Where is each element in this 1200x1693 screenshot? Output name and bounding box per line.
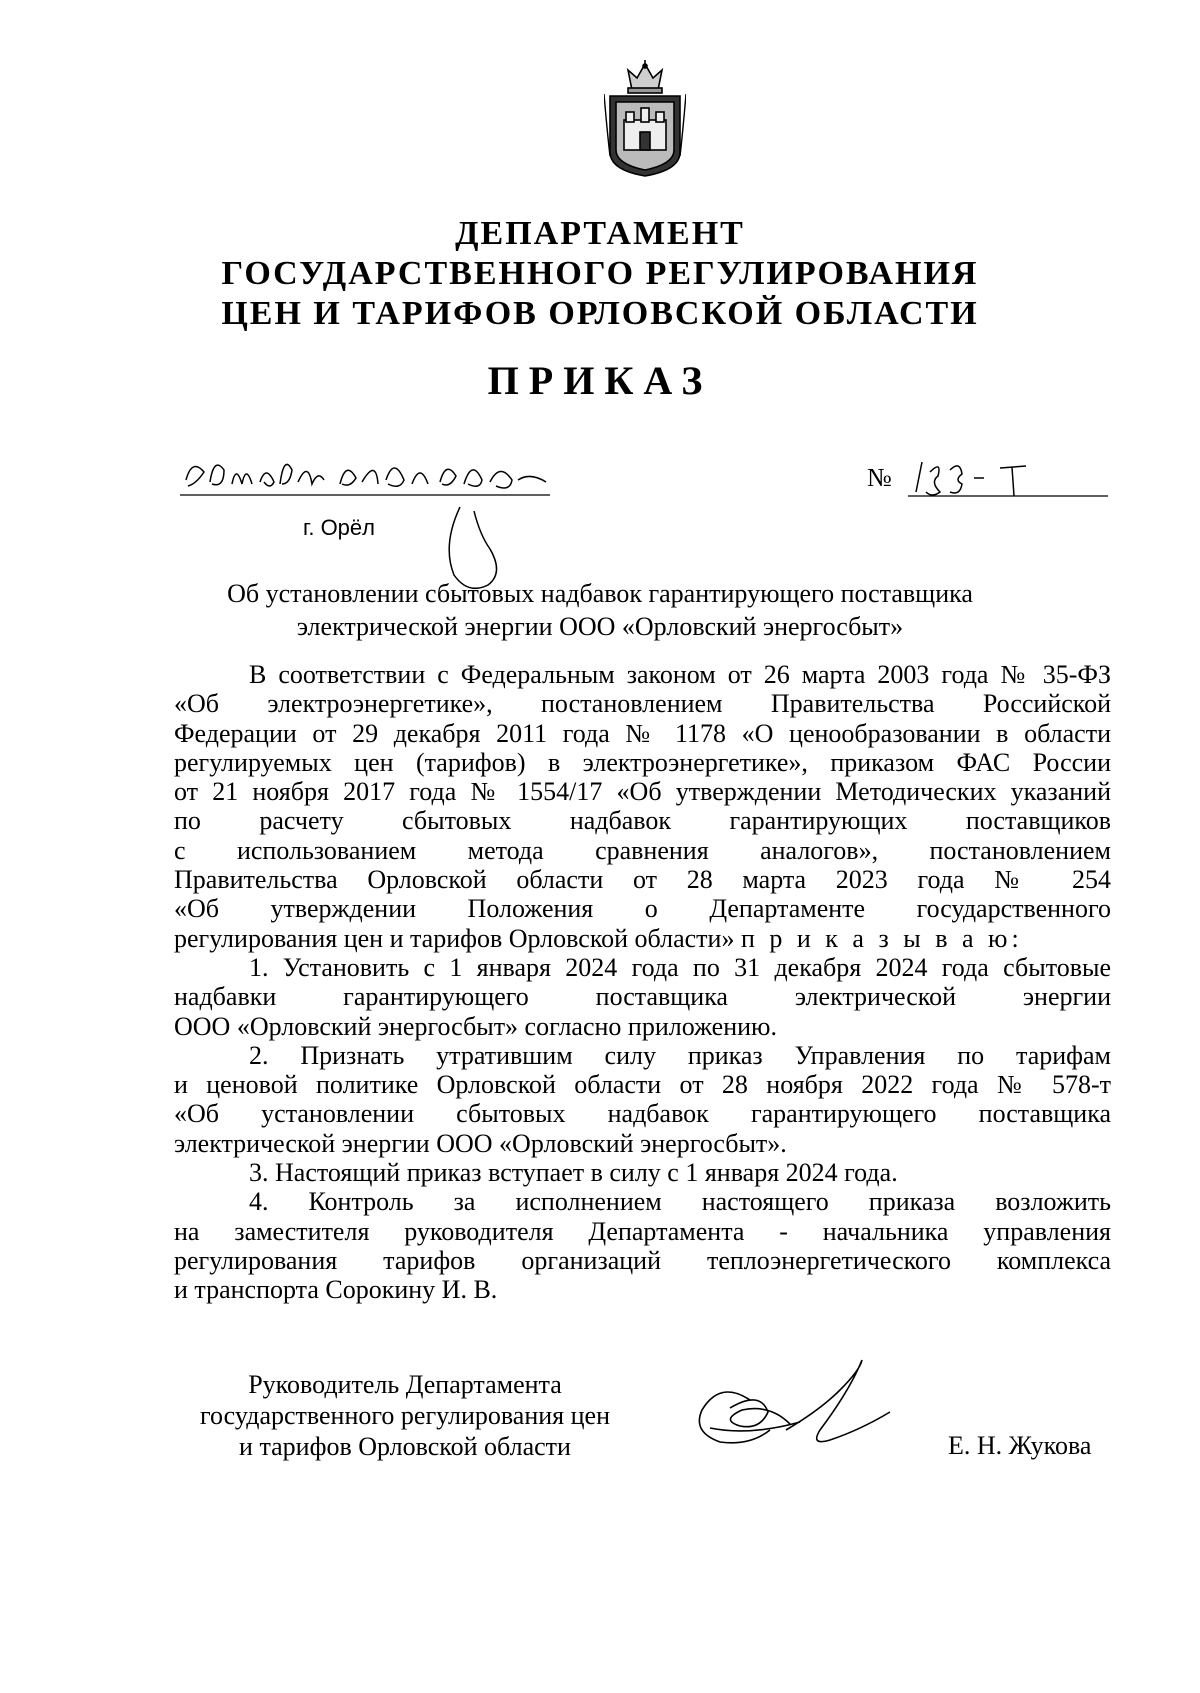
signatory-title-line: государственного регулирования цен [200, 1401, 610, 1430]
coat-of-arms-icon [604, 60, 686, 178]
body-line: регулируемых цен (тарифов) в электроэнергетике», приказом ФАС России [174, 747, 1111, 777]
clause-4-line: на заместителя руководителя Департамента - начальника управления [174, 1216, 1111, 1246]
body-line: от 21 ноября 2017 года № 1554/17 «Об утверждении Методических указаний [174, 777, 1111, 807]
handwritten-date [180, 450, 550, 510]
clause-2-line: электрической энергии ООО «Орловский энергосбыт». [174, 1128, 787, 1158]
department-title-line-3: ЦЕН И ТАРИФОВ ОРЛОВСКОЙ ОБЛАСТИ [221, 295, 979, 332]
handwritten-number [908, 452, 1108, 508]
body-line: «Об утверждении Положения о Департаменте государственного [174, 894, 1111, 924]
signatory-title [160, 1369, 650, 1462]
handwritten-signature [690, 1350, 910, 1470]
clause-1-line: надбавки гарантирующего поставщика электрической энергии [174, 982, 1111, 1012]
body-line: В соответствии с Федеральным законом от 26 марта 2003 года № 35-ФЗ [249, 660, 1111, 689]
clause-1-line: ООО «Орловский энергосбыт» согласно приложению. [174, 1011, 777, 1041]
document-type-title: ПРИКАЗ [487, 358, 713, 403]
document-subject [160, 577, 1040, 643]
body-line: «Об электроэнергетике», постановлением Правительства Российской [174, 689, 1111, 719]
body-line-text: регулирования цен и тарифов Орловской области» [174, 923, 735, 953]
body-line [174, 924, 1111, 953]
order-verb: п р и к а з ы в а ю: [740, 923, 1023, 953]
signatory-name: Е. Н. Жукова [948, 1431, 1092, 1460]
clause-2-line: 2. Признать утратившим силу приказ Управления по тарифам [249, 1040, 1111, 1070]
clause-3-line: 3. Настоящий приказ вступает в силу с 1 января 2024 года. [249, 1158, 898, 1188]
signatory-title-line: Руководитель Департамента [248, 1370, 562, 1399]
department-title-line-1: ДЕПАРТАМЕНТ [455, 215, 745, 252]
clause-4-line: 4. Контроль за исполнением настоящего приказа возложить [249, 1187, 1111, 1217]
clause-2-line: и ценовой политике Орловской области от 28 ноября 2022 года № 578-т [174, 1070, 1111, 1100]
order-number-sign: № [867, 463, 892, 492]
clause-2-line: «Об установлении сбытовых надбавок гарантирующего поставщика [174, 1099, 1111, 1129]
body-line: с использованием метода сравнения аналогов», постановлением [174, 835, 1111, 865]
document-body [174, 660, 1111, 1305]
clause-4-line: регулирования тарифов организаций теплоэнергетического комплекса [174, 1245, 1111, 1275]
subject-line: электрической энергии ООО «Орловский энергосбыт» [296, 612, 904, 641]
body-line: Федерации от 29 декабря 2011 года № 1178 «О ценообразовании в области [174, 718, 1111, 748]
body-line: по расчету сбытовых надбавок гарантирующих поставщиков [174, 806, 1111, 836]
body-line: Правительства Орловской области от 28 марта 2023 года № 254 [174, 865, 1111, 895]
clause-1-line: 1. Установить с 1 января 2024 года по 31 декабря 2024 года сбытовые [249, 952, 1111, 982]
subject-line: Об установлении сбытовых надбавок гарантирующего поставщика [227, 579, 973, 608]
clause-4-line: и транспорта Сорокину И. В. [174, 1275, 498, 1305]
department-title-line-2: ГОСУДАРСТВЕННОГО РЕГУЛИРОВАНИЯ [221, 255, 979, 292]
city-label: г. Орёл [303, 515, 375, 540]
signatory-title-line: и тарифов Орловской области [239, 1432, 571, 1461]
